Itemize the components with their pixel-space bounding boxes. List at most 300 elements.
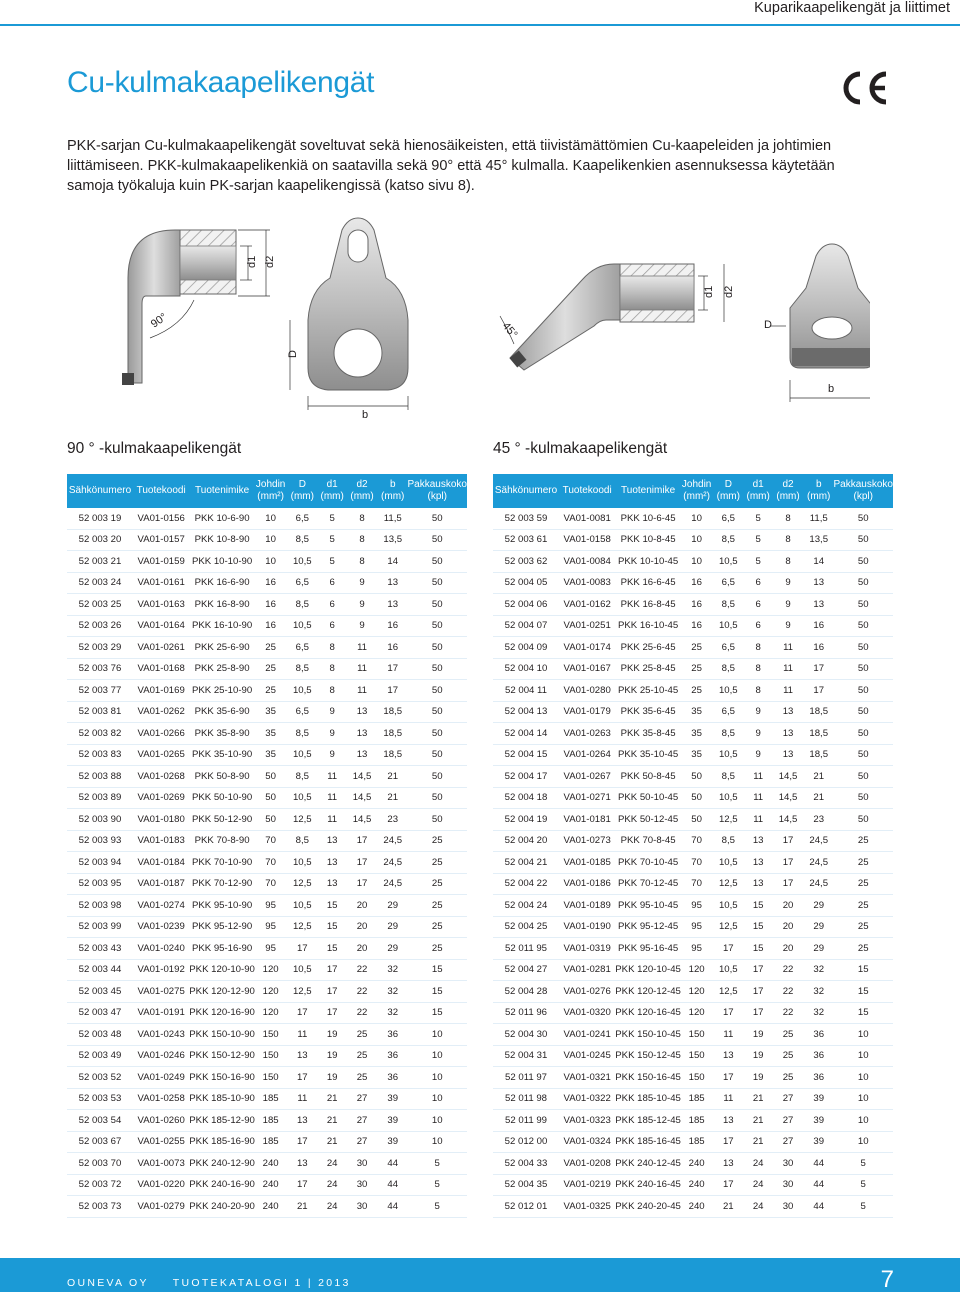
cell-d2: 20 (772, 895, 804, 917)
cell-tuotenimike: PKK 16-6-45 (615, 572, 681, 594)
cell-sahkonumero: 52 003 93 (67, 830, 133, 852)
table-row (67, 916, 467, 938)
cell-pakkauskoko: 50 (833, 572, 893, 594)
cell-tuotekoodi: VA01-0239 (133, 916, 189, 938)
table-row (493, 1088, 893, 1110)
cell-d2: 17 (772, 873, 804, 895)
col-D: D (mm) (712, 474, 744, 508)
cell-sahkonumero: 52 003 54 (67, 1110, 133, 1132)
cell-tuotekoodi: VA01-0241 (559, 1024, 615, 1046)
cell-d2: 25 (346, 1067, 378, 1089)
cell-johdin: 185 (681, 1110, 712, 1132)
table-row (67, 594, 467, 616)
cell-pakkauskoko: 50 (407, 551, 467, 573)
table-row (493, 680, 893, 702)
cell-D: 12,5 (712, 873, 744, 895)
cell-sahkonumero: 52 003 95 (67, 873, 133, 895)
cell-tuotekoodi: VA01-0269 (133, 787, 189, 809)
cell-pakkauskoko: 50 (407, 615, 467, 637)
cell-tuotenimike: PKK 16-10-90 (189, 615, 255, 637)
cell-johdin: 120 (681, 981, 712, 1003)
cell-b: 44 (378, 1153, 407, 1175)
table-row (67, 572, 467, 594)
table-header-row (67, 474, 467, 508)
cell-D: 6,5 (286, 637, 318, 659)
cell-D: 17 (712, 1174, 744, 1196)
cell-sahkonumero: 52 003 44 (67, 959, 133, 981)
cell-d1: 24 (744, 1196, 772, 1218)
cell-D: 21 (712, 1196, 744, 1218)
table-90 (67, 474, 467, 1218)
cell-D: 17 (712, 1002, 744, 1024)
cell-pakkauskoko: 15 (833, 959, 893, 981)
cell-d2: 17 (346, 873, 378, 895)
cell-tuotekoodi: VA01-0158 (559, 529, 615, 551)
cell-tuotekoodi: VA01-0189 (559, 895, 615, 917)
cell-sahkonumero: 52 003 90 (67, 809, 133, 831)
cell-D: 8,5 (712, 529, 744, 551)
cell-D: 17 (286, 1002, 318, 1024)
cell-d2: 25 (772, 1045, 804, 1067)
cell-pakkauskoko: 25 (833, 895, 893, 917)
cell-d2: 20 (346, 916, 378, 938)
cell-sahkonumero: 52 004 10 (493, 658, 559, 680)
cell-tuotenimike: PKK 10-10-90 (189, 551, 255, 573)
cell-sahkonumero: 52 003 99 (67, 916, 133, 938)
cell-D: 17 (286, 1131, 318, 1153)
cell-d2: 9 (772, 615, 804, 637)
cell-b: 36 (804, 1045, 833, 1067)
cell-johdin: 120 (681, 959, 712, 981)
cell-D: 6,5 (286, 701, 318, 723)
cell-d1: 8 (318, 658, 346, 680)
cell-pakkauskoko: 15 (833, 981, 893, 1003)
footer-company: OUNEVA OY (67, 1277, 149, 1289)
col-johdin: Johdin (mm²) (681, 474, 712, 508)
footer-year: 2013 (318, 1277, 351, 1289)
cell-D: 13 (286, 1045, 318, 1067)
table-row (493, 1196, 893, 1218)
cell-b: 36 (378, 1067, 407, 1089)
cell-d1: 21 (318, 1088, 346, 1110)
cell-johdin: 120 (255, 981, 286, 1003)
cell-tuotenimike: PKK 185-10-90 (189, 1088, 255, 1110)
cell-d1: 13 (744, 830, 772, 852)
cell-tuotenimike: PKK 10-6-45 (615, 508, 681, 529)
col-sahkonumero: Sähkönumero (493, 474, 559, 508)
cell-tuotekoodi: VA01-0174 (559, 637, 615, 659)
cell-d2: 11 (346, 658, 378, 680)
cell-tuotenimike: PKK 70-12-90 (189, 873, 255, 895)
cell-johdin: 185 (255, 1088, 286, 1110)
cell-d1: 19 (744, 1045, 772, 1067)
col-tuotenimike: Tuotenimike (615, 474, 681, 508)
cell-d1: 24 (318, 1174, 346, 1196)
cell-johdin: 35 (255, 701, 286, 723)
cell-pakkauskoko: 10 (833, 1024, 893, 1046)
cell-johdin: 16 (255, 572, 286, 594)
cell-tuotenimike: PKK 35-6-90 (189, 701, 255, 723)
cell-sahkonumero: 52 003 82 (67, 723, 133, 745)
cell-D: 6,5 (712, 508, 744, 529)
cell-sahkonumero: 52 004 33 (493, 1153, 559, 1175)
label-90-d2: d2 (264, 255, 276, 268)
table-row (493, 1131, 893, 1153)
cell-tuotekoodi: VA01-0240 (133, 938, 189, 960)
cell-sahkonumero: 52 003 67 (67, 1131, 133, 1153)
cell-d1: 6 (318, 615, 346, 637)
cell-johdin: 25 (681, 658, 712, 680)
cell-sahkonumero: 52 003 21 (67, 551, 133, 573)
cell-johdin: 70 (255, 830, 286, 852)
cell-pakkauskoko: 50 (407, 572, 467, 594)
cell-b: 36 (804, 1067, 833, 1089)
cell-b: 24,5 (804, 873, 833, 895)
cell-b: 39 (378, 1110, 407, 1132)
label-90-angle: 90° (148, 311, 170, 331)
table-row (493, 1045, 893, 1067)
cell-sahkonumero: 52 011 97 (493, 1067, 559, 1089)
table-row (493, 852, 893, 874)
cell-d1: 5 (744, 551, 772, 573)
cell-d2: 11 (346, 680, 378, 702)
cell-pakkauskoko: 5 (407, 1174, 467, 1196)
cell-D: 17 (286, 938, 318, 960)
col-tuotekoodi: Tuotekoodi (559, 474, 615, 508)
cell-johdin: 70 (681, 830, 712, 852)
cell-D: 11 (286, 1088, 318, 1110)
table-row (67, 1088, 467, 1110)
cell-b: 36 (378, 1045, 407, 1067)
drawing-45-front (764, 244, 870, 402)
cell-D: 11 (712, 1024, 744, 1046)
cell-D: 8,5 (286, 766, 318, 788)
cell-d1: 6 (744, 572, 772, 594)
cell-pakkauskoko: 5 (833, 1174, 893, 1196)
cell-d2: 17 (346, 830, 378, 852)
cell-tuotenimike: PKK 240-20-90 (189, 1196, 255, 1218)
cell-tuotekoodi: VA01-0164 (133, 615, 189, 637)
cell-sahkonumero: 52 003 48 (67, 1024, 133, 1046)
ce-mark-icon (838, 70, 892, 111)
cell-tuotekoodi: VA01-0187 (133, 873, 189, 895)
cell-d2: 30 (772, 1196, 804, 1218)
cell-johdin: 50 (255, 766, 286, 788)
cell-b: 44 (804, 1153, 833, 1175)
cell-tuotenimike: PKK 35-8-45 (615, 723, 681, 745)
table-row (67, 830, 467, 852)
cell-tuotenimike: PKK 10-8-45 (615, 529, 681, 551)
cell-sahkonumero: 52 004 30 (493, 1024, 559, 1046)
cell-sahkonumero: 52 003 89 (67, 787, 133, 809)
cell-sahkonumero: 52 004 13 (493, 701, 559, 723)
cell-D: 10,5 (712, 615, 744, 637)
table-row (493, 701, 893, 723)
cell-johdin: 25 (255, 680, 286, 702)
cell-tuotenimike: PKK 16-6-90 (189, 572, 255, 594)
cell-pakkauskoko: 10 (833, 1045, 893, 1067)
cell-d2: 25 (346, 1024, 378, 1046)
cell-sahkonumero: 52 003 47 (67, 1002, 133, 1024)
cell-sahkonumero: 52 004 18 (493, 787, 559, 809)
cell-johdin: 185 (681, 1131, 712, 1153)
cell-d2: 13 (772, 701, 804, 723)
cell-D: 10,5 (286, 744, 318, 766)
table-row (67, 981, 467, 1003)
cell-d2: 17 (772, 852, 804, 874)
cell-d1: 9 (744, 701, 772, 723)
cell-pakkauskoko: 10 (407, 1131, 467, 1153)
cell-tuotenimike: PKK 25-8-45 (615, 658, 681, 680)
table-row (67, 1067, 467, 1089)
cell-sahkonumero: 52 004 11 (493, 680, 559, 702)
table-row (493, 809, 893, 831)
cell-sahkonumero: 52 011 99 (493, 1110, 559, 1132)
cell-johdin: 150 (255, 1024, 286, 1046)
cell-tuotenimike: PKK 185-16-45 (615, 1131, 681, 1153)
cell-b: 44 (804, 1174, 833, 1196)
cell-tuotenimike: PKK 120-10-90 (189, 959, 255, 981)
cell-pakkauskoko: 50 (833, 723, 893, 745)
cell-pakkauskoko: 10 (833, 1088, 893, 1110)
cell-pakkauskoko: 50 (407, 723, 467, 745)
cell-sahkonumero: 52 003 76 (67, 658, 133, 680)
cell-D: 10,5 (712, 787, 744, 809)
cell-sahkonumero: 52 003 19 (67, 508, 133, 529)
cell-d1: 19 (318, 1024, 346, 1046)
table-row (67, 1196, 467, 1218)
cell-johdin: 240 (255, 1153, 286, 1175)
cell-tuotenimike: PKK 150-10-45 (615, 1024, 681, 1046)
col-johdin: Johdin (mm²) (255, 474, 286, 508)
col-tuotenimike: Tuotenimike (189, 474, 255, 508)
cell-pakkauskoko: 15 (407, 1002, 467, 1024)
cell-johdin: 185 (681, 1088, 712, 1110)
cell-johdin: 150 (255, 1067, 286, 1089)
cell-d1: 19 (744, 1024, 772, 1046)
cell-b: 39 (804, 1088, 833, 1110)
cell-D: 8,5 (286, 723, 318, 745)
table-row (67, 680, 467, 702)
cell-D: 8,5 (286, 594, 318, 616)
table-row (493, 766, 893, 788)
cell-d2: 11 (772, 637, 804, 659)
table-90-title: 90 ° -kulmakaapelikengät (67, 440, 242, 457)
cell-d1: 21 (744, 1131, 772, 1153)
table-row (67, 508, 467, 529)
table-row (67, 723, 467, 745)
cell-d2: 30 (346, 1174, 378, 1196)
cell-tuotenimike: PKK 16-10-45 (615, 615, 681, 637)
table-row (493, 1067, 893, 1089)
cell-d1: 24 (318, 1153, 346, 1175)
cell-sahkonumero: 52 003 94 (67, 852, 133, 874)
cell-tuotekoodi: VA01-0168 (133, 658, 189, 680)
cell-d1: 15 (744, 938, 772, 960)
cell-tuotekoodi: VA01-0249 (133, 1067, 189, 1089)
cell-b: 13 (378, 572, 407, 594)
cell-tuotenimike: PKK 35-6-45 (615, 701, 681, 723)
table-row (67, 529, 467, 551)
table-row (67, 637, 467, 659)
cell-pakkauskoko: 50 (833, 680, 893, 702)
cell-d2: 8 (346, 508, 378, 529)
cell-pakkauskoko: 5 (833, 1196, 893, 1218)
table-row (493, 895, 893, 917)
cell-tuotekoodi: VA01-0279 (133, 1196, 189, 1218)
cell-d2: 13 (346, 744, 378, 766)
cell-d2: 13 (772, 723, 804, 745)
cell-b: 32 (378, 959, 407, 981)
cell-d1: 15 (318, 938, 346, 960)
cell-johdin: 35 (681, 701, 712, 723)
cell-b: 44 (378, 1196, 407, 1218)
cell-d1: 6 (318, 594, 346, 616)
cell-tuotekoodi: VA01-0323 (559, 1110, 615, 1132)
cell-johdin: 120 (255, 959, 286, 981)
cell-d1: 9 (318, 723, 346, 745)
cell-tuotekoodi: VA01-0073 (133, 1153, 189, 1175)
cell-tuotekoodi: VA01-0162 (559, 594, 615, 616)
cell-johdin: 16 (681, 572, 712, 594)
cell-pakkauskoko: 50 (833, 615, 893, 637)
table-row (493, 594, 893, 616)
table-45 (493, 474, 893, 1218)
cell-johdin: 70 (255, 873, 286, 895)
cell-d2: 9 (772, 594, 804, 616)
cell-pakkauskoko: 50 (833, 529, 893, 551)
cell-sahkonumero: 52 004 28 (493, 981, 559, 1003)
cell-johdin: 25 (681, 680, 712, 702)
cell-b: 13,5 (378, 529, 407, 551)
cell-johdin: 10 (681, 508, 712, 529)
cell-d2: 27 (346, 1088, 378, 1110)
cell-sahkonumero: 52 003 49 (67, 1045, 133, 1067)
cell-pakkauskoko: 10 (407, 1067, 467, 1089)
cell-tuotenimike: PKK 50-10-45 (615, 787, 681, 809)
cell-tuotekoodi: VA01-0180 (133, 809, 189, 831)
table-row (67, 744, 467, 766)
cell-pakkauskoko: 50 (407, 744, 467, 766)
cell-pakkauskoko: 10 (407, 1024, 467, 1046)
cell-pakkauskoko: 10 (407, 1110, 467, 1132)
cell-pakkauskoko: 50 (407, 529, 467, 551)
cell-tuotekoodi: VA01-0167 (559, 658, 615, 680)
cell-D: 13 (712, 1045, 744, 1067)
cell-d1: 17 (318, 981, 346, 1003)
cell-pakkauskoko: 50 (833, 766, 893, 788)
label-90-D: D (287, 350, 299, 358)
table-row (493, 658, 893, 680)
cell-b: 39 (378, 1131, 407, 1153)
cell-pakkauskoko: 10 (407, 1045, 467, 1067)
col-d1: d1 (mm) (744, 474, 772, 508)
drawing-90-front (287, 218, 408, 421)
cell-D: 10,5 (286, 615, 318, 637)
cell-tuotekoodi: VA01-0275 (133, 981, 189, 1003)
cell-d2: 13 (346, 723, 378, 745)
cell-tuotenimike: PKK 25-6-45 (615, 637, 681, 659)
table-row (493, 959, 893, 981)
cell-sahkonumero: 52 004 24 (493, 895, 559, 917)
cell-tuotekoodi: VA01-0163 (133, 594, 189, 616)
cell-tuotenimike: PKK 185-12-45 (615, 1110, 681, 1132)
cell-pakkauskoko: 50 (407, 809, 467, 831)
cell-D: 6,5 (286, 572, 318, 594)
cell-d1: 8 (318, 637, 346, 659)
cell-tuotenimike: PKK 240-12-90 (189, 1153, 255, 1175)
cell-sahkonumero: 52 004 06 (493, 594, 559, 616)
cell-johdin: 50 (681, 809, 712, 831)
cell-sahkonumero: 52 004 20 (493, 830, 559, 852)
cell-D: 13 (286, 1110, 318, 1132)
cell-d2: 30 (346, 1153, 378, 1175)
cell-d2: 14,5 (346, 809, 378, 831)
cell-tuotekoodi: VA01-0261 (133, 637, 189, 659)
cell-D: 12,5 (712, 809, 744, 831)
cell-b: 29 (378, 938, 407, 960)
cell-d1: 11 (744, 787, 772, 809)
cell-johdin: 16 (681, 594, 712, 616)
cell-d1: 8 (744, 637, 772, 659)
cell-tuotenimike: PKK 150-16-45 (615, 1067, 681, 1089)
cell-johdin: 25 (681, 637, 712, 659)
cell-johdin: 150 (681, 1024, 712, 1046)
cell-tuotekoodi: VA01-0263 (559, 723, 615, 745)
cell-pakkauskoko: 25 (407, 873, 467, 895)
cell-D: 10,5 (286, 551, 318, 573)
cell-pakkauskoko: 25 (407, 916, 467, 938)
col-D: D (mm) (286, 474, 318, 508)
cell-johdin: 95 (681, 938, 712, 960)
table-row (67, 959, 467, 981)
col-d1: d1 (mm) (318, 474, 346, 508)
cell-johdin: 25 (255, 658, 286, 680)
cell-tuotenimike: PKK 240-20-45 (615, 1196, 681, 1218)
cell-d2: 8 (346, 529, 378, 551)
cell-johdin: 150 (681, 1067, 712, 1089)
cell-pakkauskoko: 25 (407, 895, 467, 917)
cell-tuotenimike: PKK 185-10-45 (615, 1088, 681, 1110)
cell-d1: 17 (318, 1002, 346, 1024)
cell-d2: 13 (346, 701, 378, 723)
cell-D: 11 (712, 1088, 744, 1110)
cell-d1: 6 (744, 615, 772, 637)
cell-tuotekoodi: VA01-0185 (559, 852, 615, 874)
col-b: b (mm) (378, 474, 407, 508)
cell-tuotekoodi: VA01-0258 (133, 1088, 189, 1110)
cell-d2: 14,5 (346, 766, 378, 788)
cell-b: 36 (378, 1024, 407, 1046)
cell-tuotenimike: PKK 95-12-90 (189, 916, 255, 938)
cell-sahkonumero: 52 004 27 (493, 959, 559, 981)
col-tuotekoodi: Tuotekoodi (133, 474, 189, 508)
cell-tuotekoodi: VA01-0268 (133, 766, 189, 788)
table-row (67, 852, 467, 874)
cell-tuotekoodi: VA01-0220 (133, 1174, 189, 1196)
cell-d1: 24 (744, 1174, 772, 1196)
cell-d1: 17 (318, 959, 346, 981)
table-row (493, 873, 893, 895)
cell-pakkauskoko: 50 (407, 508, 467, 529)
cell-b: 18,5 (804, 744, 833, 766)
cell-d2: 25 (346, 1045, 378, 1067)
cell-pakkauskoko: 25 (407, 830, 467, 852)
cell-johdin: 240 (681, 1174, 712, 1196)
cell-d1: 15 (744, 916, 772, 938)
cell-johdin: 120 (681, 1002, 712, 1024)
cell-d2: 8 (772, 551, 804, 573)
